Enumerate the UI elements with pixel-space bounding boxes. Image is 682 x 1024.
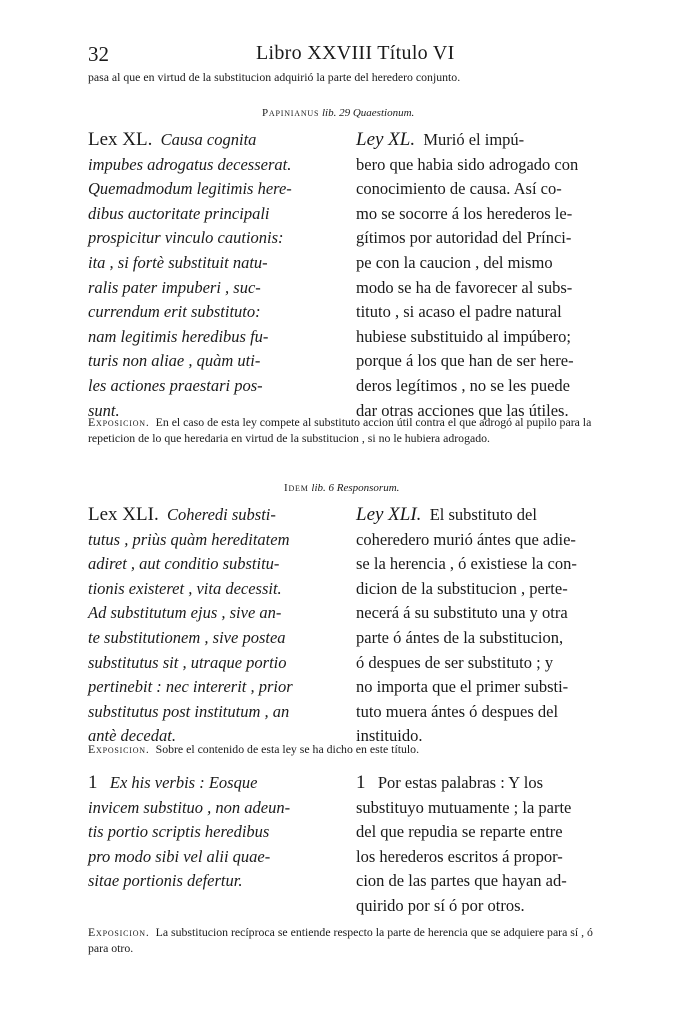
exposicion-label: Exposicion.: [88, 925, 150, 939]
latin-column: [88, 503, 343, 749]
spanish-column: [356, 771, 611, 919]
latin-text: Ex his verbis : Eosque invicem substituo , non adeun- tis portio scriptis heredibus pro modo sibi vel alii quae- sitae portionis defertur.: [88, 773, 291, 891]
exposicion-note: [88, 741, 608, 757]
source-citation: [262, 107, 414, 119]
exposicion-note: [88, 924, 608, 956]
spanish-column: [356, 128, 611, 423]
source-citation: [284, 482, 399, 494]
latin-text: Coheredi substi- tutus , priùs quàm hereditatem adiret , aut conditio substitu- tionis existeret , vita decessit. Ad substitutum ejus , sive an- te substitutionem , sive postea substitutus sit , utraque portio pertinebit : nec intererit , prior substitutus post institutum , an antè decedat.: [88, 505, 293, 746]
source-author: Idem: [284, 482, 309, 494]
law-number-spanish: Ley XLI.: [356, 504, 422, 525]
latin-column: [88, 771, 343, 894]
running-title: Libro XXVIII Título VI: [256, 42, 455, 64]
exposicion-label: Exposicion.: [88, 415, 150, 429]
exposicion-text: La substitucion recíproca se entiende respecto la parte de herencia que se adquiere para sí , ó para otro.: [88, 925, 593, 955]
exposicion-note: [88, 414, 608, 446]
source-reference: lib. 29 Quaestionum.: [321, 107, 415, 119]
law-number-latin: Lex XL.: [88, 129, 153, 150]
page-header: [88, 38, 600, 70]
latin-text: Causa cognita impubes adrogatus decesserat. Quemadmodum legitimis here- dibus auctoritate principali prospicitur vinculo cautionis: ita , si fortè substituit natu- ralis pater impuberi , suc- currendum erit substituto: nam legitimis heredibus fu- turis non aliae , quàm uti- les actiones praestari pos- sunt.: [88, 130, 292, 420]
spanish-text: Murió el impú- bero que habia sido adrogado con conocimiento de causa. Así co- mo se socorre á los herederos le- gítimos por autoridad del Prínci- pe con la caucion , del mismo modo se ha de favorecer al subs- tituto , si acaso el padre natural hubiese substituido al impúbero; porque á los que han de ser here- deros legítimos , no se les puede dar otras acciones que las útiles.: [356, 130, 579, 420]
exposicion-label: Exposicion.: [88, 742, 150, 756]
spanish-text: El substituto del coheredero murió ántes que adie- se la herencia , ó existiese la con- dicion de la substitucion , perte- necerá á su substituto una y otra parte ó ántes de la substitucion, ó despues de ser substituto ; y no importa que el primer substi- tuto muera ántes ó despues del instituido.: [356, 505, 577, 746]
source-author: Papinianus: [262, 107, 320, 119]
law-number-spanish: Ley XL.: [356, 129, 416, 150]
latin-column: [88, 128, 343, 423]
exposicion-text: Sobre el contenido de esta ley se ha dicho en este título.: [155, 742, 420, 756]
continuation-note: pasa al que en virtud de la substitucion adquirió la parte del heredero conjunto.: [88, 70, 461, 84]
spanish-text: Por estas palabras : Y los substituyo mutuamente ; la parte del que repudia se reparte entre los herederos escritos á propor- cion de las partes que hayan ad- quirido por sí ó por otros.: [356, 773, 572, 915]
exposicion-text: En el caso de esta ley compete al substituto accion útil contra el que adrogó al pupilo para la repeticion de lo que heredaria en virtud de la substitucion , si no le hubiera adrogado.: [88, 415, 592, 445]
spanish-column: [356, 503, 611, 749]
source-reference: lib. 6 Responsorum.: [311, 482, 400, 494]
law-number-latin: Lex XLI.: [88, 504, 159, 525]
paragraph-number-latin: 1: [88, 772, 98, 793]
paragraph-number-spanish: 1: [356, 772, 366, 793]
page-number: 32: [88, 42, 109, 66]
